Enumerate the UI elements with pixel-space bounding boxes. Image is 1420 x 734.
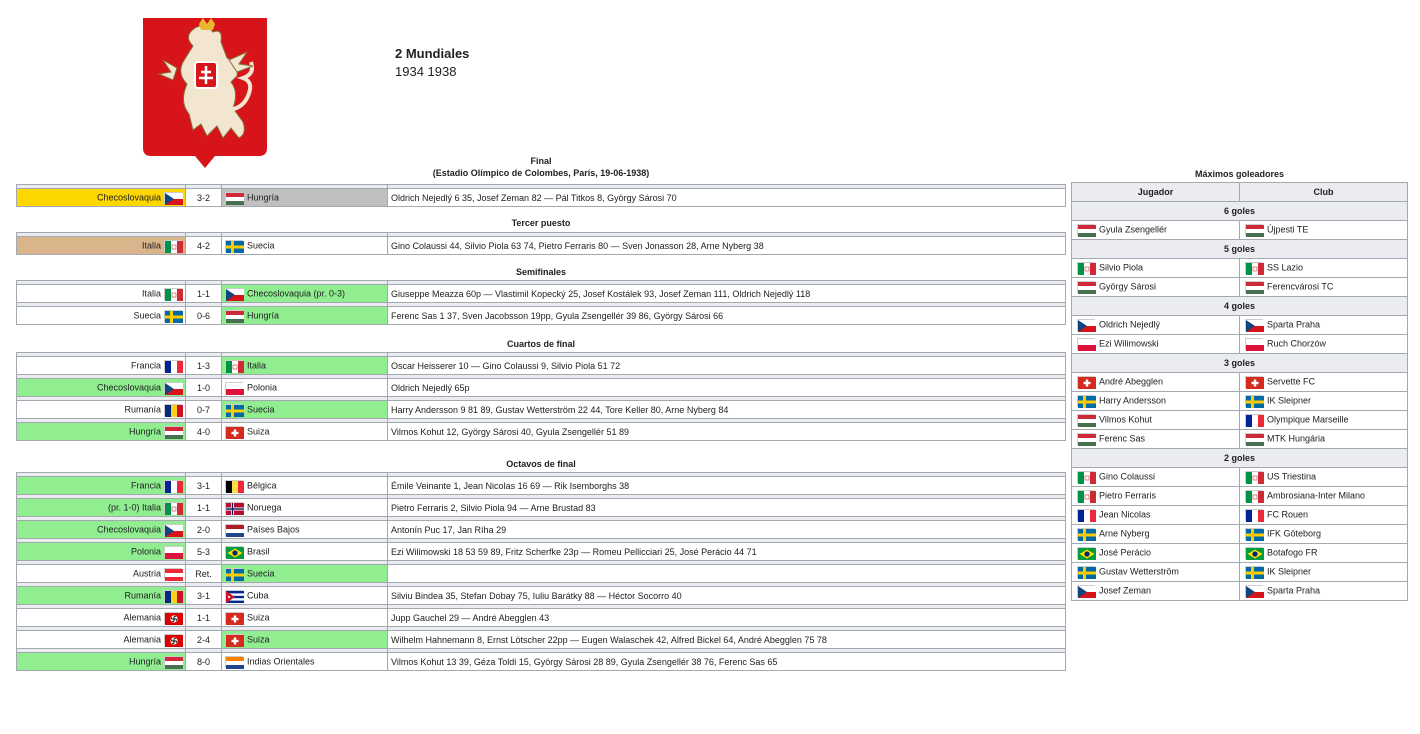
scorer-club-cell (1240, 259, 1408, 278)
match-row (17, 565, 1066, 583)
scorer-club-cell (1240, 544, 1408, 563)
scorer-row (1072, 335, 1408, 354)
scorer-club-cell (1240, 468, 1408, 487)
match-row (17, 477, 1066, 495)
goal-scorers: Émile Veinante 1, Jean Nicolas 16 69 — Rik Isemborghs 38 (388, 477, 1066, 495)
scorers-col-club: Club (1240, 183, 1408, 202)
matches-table (16, 472, 1066, 671)
away-team-cell (222, 237, 388, 255)
match-row (17, 423, 1066, 441)
home-team-cell (17, 307, 186, 325)
scorer-club-cell (1240, 487, 1408, 506)
switzerland-flag-icon (225, 612, 243, 624)
away-team-cell (222, 565, 388, 583)
match-result: Ret. (186, 565, 222, 583)
match-row (17, 189, 1066, 207)
italy-flag-icon (164, 502, 182, 514)
home-team: Hungría (128, 655, 161, 666)
away-team: Indias Orientales (247, 655, 315, 666)
top-scorers-title: Máximos goleadores (1194, 169, 1285, 179)
hungary-flag-icon (225, 310, 243, 322)
scorer-club: Botafogo FR (1267, 547, 1318, 558)
scorer-club-cell (1240, 506, 1408, 525)
scorer-player-cell (1072, 563, 1240, 582)
away-team: Suecia (247, 403, 275, 414)
home-team: Francia (130, 479, 161, 490)
match-result: 4-0 (186, 423, 222, 441)
match-row (17, 499, 1066, 517)
scorer-player-cell (1072, 259, 1240, 278)
dutch-east-indies-flag-icon (225, 656, 243, 668)
scorer-name: André Abegglen (1099, 376, 1164, 387)
scorer-club: Sparta Praha (1267, 585, 1321, 596)
scorer-club-cell (1240, 335, 1408, 354)
goal-scorers: Jupp Gauchel 29 — André Abegglen 43 (388, 609, 1066, 627)
hungary-flag-icon (1077, 433, 1095, 445)
hungary-flag-icon (164, 656, 182, 668)
goal-scorers: Wilhelm Hahnemann 8, Ernst Lötscher 22pp — Eugen Walaschek 42, Alfred Bickel 64, André Abegglen 75 78 (388, 631, 1066, 649)
scorer-name: Josef Zeman (1099, 585, 1152, 596)
scorer-row (1072, 487, 1408, 506)
scorer-club: SS Lazio (1267, 262, 1304, 273)
section-title (16, 459, 1066, 469)
scorer-club: IK Sleipner (1267, 395, 1312, 406)
italy-flag-icon (164, 288, 182, 300)
scorer-row (1072, 506, 1408, 525)
poland-flag-icon (225, 382, 243, 394)
scorer-row (1072, 411, 1408, 430)
goal-scorers: Silviu Bindea 35, Stefan Dobay 75, Iuliu Barátky 88 — Héctor Socorro 40 (388, 587, 1066, 605)
match-result: 0-6 (186, 307, 222, 325)
sweden-flag-icon (1245, 395, 1263, 407)
belgium-flag-icon (225, 480, 243, 492)
matches-table (16, 232, 1066, 255)
matches-table (16, 184, 1066, 207)
norway-flag-icon (225, 502, 243, 514)
poland-flag-icon (164, 546, 182, 558)
goal-scorers: Antonín Puc 17, Jan Ríha 29 (388, 521, 1066, 539)
scorer-row (1072, 278, 1408, 297)
switzerland-flag-icon (225, 426, 243, 438)
away-team-cell (222, 307, 388, 325)
away-team-cell (222, 423, 388, 441)
czechoslovakia-flag-icon (1077, 585, 1095, 597)
away-team-cell (222, 379, 388, 397)
scorer-row (1072, 430, 1408, 449)
scorer-club: MTK Hungária (1267, 433, 1326, 444)
home-team: Rumanía (124, 403, 161, 414)
hungary-flag-icon (225, 192, 243, 204)
match-row (17, 609, 1066, 627)
match-result: 1-1 (186, 285, 222, 303)
scorer-row (1072, 392, 1408, 411)
section-title (16, 218, 1066, 228)
goals-group-row (1072, 354, 1408, 373)
goal-scorers: Vilmos Kohut 13 39, Géza Toldi 15, György Sárosi 28 89, Gyula Zsengellér 38 76, Ferenc Sas 65 (388, 653, 1066, 671)
scorer-player-cell (1072, 221, 1240, 240)
top-scorers-table (1071, 182, 1408, 601)
match-result: 8-0 (186, 653, 222, 671)
italy-flag-icon (1245, 471, 1263, 483)
switzerland-flag-icon (1077, 376, 1095, 388)
home-team: Alemania (123, 633, 161, 644)
match-result: 1-3 (186, 357, 222, 375)
czechoslovakia-flag-icon (1245, 319, 1263, 331)
away-team: Checoslovaquia (pr. 0-3) (247, 287, 346, 298)
home-team-cell (17, 565, 186, 583)
home-team: Rumanía (124, 589, 161, 600)
scorer-club: Újpesti TE (1267, 224, 1309, 235)
scorer-name: Oldrich Nejedlý (1099, 319, 1161, 330)
scorer-club: Olympique Marseille (1267, 414, 1349, 425)
match-row (17, 521, 1066, 539)
home-team-cell (17, 499, 186, 517)
home-team: Polonia (130, 545, 161, 556)
brazil-flag-icon (1245, 547, 1263, 559)
netherlands-flag-icon (225, 524, 243, 536)
away-team-cell (222, 499, 388, 517)
section-heading: Cuartos de final (506, 339, 575, 349)
scorer-name: Ferenc Sas (1099, 433, 1146, 444)
match-result: 5-3 (186, 543, 222, 561)
germany-flag-icon (164, 634, 182, 646)
cuba-flag-icon (225, 590, 243, 602)
home-team: Checoslovaquia (96, 523, 161, 534)
home-team: Checoslovaquia (96, 381, 161, 392)
away-team-cell (222, 543, 388, 561)
scorer-club: Ambrosiana-Inter Milano (1267, 490, 1366, 501)
scorer-name: Gino Colaussi (1099, 471, 1156, 482)
home-team: (pr. 1-0) Italia (107, 501, 161, 512)
hungary-flag-icon (1077, 281, 1095, 293)
scorer-club-cell (1240, 221, 1408, 240)
italy-flag-icon (1245, 262, 1263, 274)
goal-scorers (388, 565, 1066, 583)
scorer-player-cell (1072, 335, 1240, 354)
goal-scorers: Ezi Wilimowski 18 53 59 89, Fritz Scherfke 23p — Romeu Pellicciari 25, José Perácio 44 71 (388, 543, 1066, 561)
match-result: 3-1 (186, 587, 222, 605)
scorer-name: Silvio Piola (1099, 262, 1144, 273)
scorer-player-cell (1072, 544, 1240, 563)
scorer-club: Ruch Chorzów (1267, 338, 1327, 349)
romania-flag-icon (164, 590, 182, 602)
scorer-club-cell (1240, 563, 1408, 582)
scorer-name: Ezi Wilimowski (1099, 338, 1159, 349)
scorer-name: Jean Nicolas (1099, 509, 1151, 520)
home-team-cell (17, 423, 186, 441)
match-result: 1-1 (186, 609, 222, 627)
goal-scorers: Oldrich Nejedlý 6 35, Josef Zeman 82 — Pál Titkos 8, György Sárosi 70 (388, 189, 1066, 207)
away-team: Hungría (247, 191, 280, 202)
sweden-flag-icon (225, 568, 243, 580)
france-flag-icon (1245, 414, 1263, 426)
hungary-flag-icon (1245, 224, 1263, 236)
match-result: 3-1 (186, 477, 222, 495)
match-result: 2-0 (186, 521, 222, 539)
goal-scorers: Harry Andersson 9 81 89, Gustav Wetterström 22 44, Tore Keller 80, Arne Nyberg 84 (388, 401, 1066, 419)
away-team: Bélgica (247, 479, 277, 490)
goal-scorers: Gino Colaussi 44, Silvio Piola 63 74, Pietro Ferraris 80 — Sven Jonasson 28, Arne Nyberg 38 (388, 237, 1066, 255)
match-row (17, 285, 1066, 303)
world-cups-count: 2 Mundiales (395, 46, 470, 61)
scorer-club-cell (1240, 373, 1408, 392)
switzerland-flag-icon (1245, 376, 1263, 388)
scorer-club: US Triestina (1267, 471, 1317, 482)
home-team-cell (17, 237, 186, 255)
matches-table (16, 280, 1066, 325)
scorer-name: Gustav Wetterström (1099, 566, 1179, 577)
away-team-cell (222, 477, 388, 495)
hungary-flag-icon (1077, 414, 1095, 426)
section-heading: Octavos de final (506, 459, 576, 469)
sweden-flag-icon (225, 240, 243, 252)
away-team: Italia (247, 359, 267, 370)
home-team-cell (17, 379, 186, 397)
scorer-row (1072, 221, 1408, 240)
sweden-flag-icon (1077, 528, 1095, 540)
match-row (17, 653, 1066, 671)
away-team-cell (222, 587, 388, 605)
away-team: Brasil (247, 545, 270, 556)
goals-group-row (1072, 202, 1408, 221)
sweden-flag-icon (1245, 528, 1263, 540)
france-flag-icon (164, 360, 182, 372)
scorer-player-cell (1072, 411, 1240, 430)
away-team-cell (222, 653, 388, 671)
sweden-flag-icon (1245, 566, 1263, 578)
match-row (17, 379, 1066, 397)
home-team: Checoslovaquia (96, 191, 161, 202)
away-team: Países Bajos (247, 523, 300, 534)
home-team-cell (17, 477, 186, 495)
scorer-row (1072, 582, 1408, 601)
match-result: 3-2 (186, 189, 222, 207)
france-flag-icon (1245, 509, 1263, 521)
home-team: Francia (130, 359, 161, 370)
home-team-cell (17, 357, 186, 375)
match-row (17, 587, 1066, 605)
goal-scorers: Pietro Ferraris 2, Silvio Piola 94 — Arne Brustad 83 (388, 499, 1066, 517)
italy-flag-icon (1077, 471, 1095, 483)
scorer-player-cell (1072, 316, 1240, 335)
match-row (17, 543, 1066, 561)
goal-scorers: Giuseppe Meazza 60p — Vlastimil Kopecký 25, Josef Kostálek 93, Josef Zeman 111, Oldrich Nejedlý 118 (388, 285, 1066, 303)
scorer-player-cell (1072, 373, 1240, 392)
goals-group-row (1072, 449, 1408, 468)
austria-flag-icon (164, 568, 182, 580)
scorer-club-cell (1240, 411, 1408, 430)
hungary-flag-icon (1245, 281, 1263, 293)
goals-group-label: 3 goles (1072, 354, 1408, 373)
italy-flag-icon (164, 240, 182, 252)
czechoslovakia-flag-icon (164, 382, 182, 394)
czechoslovakia-flag-icon (164, 192, 182, 204)
away-team: Suiza (247, 425, 270, 436)
czechoslovakia-flag-icon (164, 524, 182, 536)
world-cups-years: 1934 1938 (395, 64, 457, 79)
scorer-club: IK Sleipner (1267, 566, 1312, 577)
scorer-name: Arne Nyberg (1099, 528, 1150, 539)
switzerland-flag-icon (225, 634, 243, 646)
away-team-cell (222, 631, 388, 649)
goals-group-label: 5 goles (1072, 240, 1408, 259)
goals-group-label: 4 goles (1072, 297, 1408, 316)
scorer-club-cell (1240, 392, 1408, 411)
match-row (17, 357, 1066, 375)
away-team-cell (222, 521, 388, 539)
home-team-cell (17, 189, 186, 207)
match-result: 2-4 (186, 631, 222, 649)
poland-flag-icon (1245, 338, 1263, 350)
away-team: Suiza (247, 611, 270, 622)
home-team: Suecia (133, 309, 161, 320)
germany-flag-icon (164, 612, 182, 624)
scorer-player-cell (1072, 506, 1240, 525)
hungary-flag-icon (1077, 224, 1095, 236)
goal-scorers: Oscar Heisserer 10 — Gino Colaussi 9, Silvio Piola 51 72 (388, 357, 1066, 375)
scorer-row (1072, 468, 1408, 487)
france-flag-icon (164, 480, 182, 492)
home-team-cell (17, 401, 186, 419)
away-team: Polonia (247, 381, 278, 392)
away-team: Suiza (247, 633, 270, 644)
scorer-club: FC Rouen (1267, 509, 1309, 520)
away-team-cell (222, 285, 388, 303)
scorer-row (1072, 373, 1408, 392)
section-heading: Semifinales (515, 267, 567, 277)
italy-flag-icon (225, 360, 243, 372)
czechoslovakia-flag-icon (1077, 319, 1095, 331)
scorer-player-cell (1072, 430, 1240, 449)
scorer-name: Harry Andersson (1099, 395, 1167, 406)
away-team: Cuba (247, 589, 269, 600)
away-team: Suecia (247, 567, 275, 578)
brazil-flag-icon (1077, 547, 1095, 559)
away-team: Hungría (247, 309, 280, 320)
match-row (17, 237, 1066, 255)
scorer-club-cell (1240, 278, 1408, 297)
scorer-player-cell (1072, 278, 1240, 297)
home-team: Italia (141, 239, 161, 250)
scorer-club: IFK Göteborg (1267, 528, 1322, 539)
goals-group-label: 2 goles (1072, 449, 1408, 468)
scorer-club-cell (1240, 582, 1408, 601)
home-team-cell (17, 653, 186, 671)
match-result: 4-2 (186, 237, 222, 255)
home-team: Italia (141, 287, 161, 298)
scorer-name: György Sárosi (1099, 281, 1157, 292)
scorer-row (1072, 563, 1408, 582)
home-team-cell (17, 631, 186, 649)
home-team-cell (17, 543, 186, 561)
sweden-flag-icon (164, 310, 182, 322)
away-team-cell (222, 609, 388, 627)
scorer-row (1072, 316, 1408, 335)
scorer-club: Ferencvárosi TC (1267, 281, 1334, 292)
home-team: Austria (132, 567, 161, 578)
italy-flag-icon (1077, 490, 1095, 502)
home-team-cell (17, 521, 186, 539)
scorers-col-player: Jugador (1072, 183, 1240, 202)
goal-scorers: Oldrich Nejedlý 65p (388, 379, 1066, 397)
scorer-club-cell (1240, 316, 1408, 335)
scorer-name: Gyula Zsengellér (1099, 224, 1168, 235)
sweden-flag-icon (1077, 566, 1095, 578)
czechoslovakia-flag-icon (1245, 585, 1263, 597)
match-row (17, 307, 1066, 325)
romania-flag-icon (164, 404, 182, 416)
match-result: 0-7 (186, 401, 222, 419)
match-row (17, 631, 1066, 649)
france-flag-icon (1077, 509, 1095, 521)
scorer-player-cell (1072, 392, 1240, 411)
brazil-flag-icon (225, 546, 243, 558)
sweden-flag-icon (225, 404, 243, 416)
away-team: Noruega (247, 501, 282, 512)
scorer-club-cell (1240, 430, 1408, 449)
match-result: 1-0 (186, 379, 222, 397)
away-team-cell (222, 189, 388, 207)
scorer-club: Servette FC (1267, 376, 1316, 387)
goals-group-label: 6 goles (1072, 202, 1408, 221)
goal-scorers: Vilmos Kohut 12, György Sárosi 40, Gyula Zsengellér 51 89 (388, 423, 1066, 441)
away-team-cell (222, 357, 388, 375)
hungary-flag-icon (1245, 433, 1263, 445)
section-heading: Final (530, 156, 552, 166)
section-title (16, 267, 1066, 277)
poland-flag-icon (1077, 338, 1095, 350)
match-row (17, 401, 1066, 419)
hungary-flag-icon (164, 426, 182, 438)
coat-of-arms-image (143, 18, 267, 168)
away-team-cell (222, 401, 388, 419)
scorer-name: Vilmos Kohut (1099, 414, 1152, 425)
scorer-player-cell (1072, 468, 1240, 487)
home-team: Alemania (123, 611, 161, 622)
match-result: 1-1 (186, 499, 222, 517)
home-team-cell (17, 587, 186, 605)
scorer-row (1072, 544, 1408, 563)
goals-group-row (1072, 240, 1408, 259)
section-subheading: (Estadio Olímpico de Colombes, París, 19-06-1938) (432, 168, 650, 178)
section-heading: Tercer puesto (511, 218, 571, 228)
home-team: Hungría (128, 425, 161, 436)
scorer-row (1072, 259, 1408, 278)
scorer-name: José Perácio (1099, 547, 1152, 558)
italy-flag-icon (1245, 490, 1263, 502)
scorer-row (1072, 525, 1408, 544)
goal-scorers: Ferenc Sas 1 37, Sven Jacobsson 19pp, Gyula Zsengellér 39 86, György Sárosi 66 (388, 307, 1066, 325)
italy-flag-icon (1077, 262, 1095, 274)
scorer-player-cell (1072, 487, 1240, 506)
scorer-player-cell (1072, 582, 1240, 601)
sweden-flag-icon (1077, 395, 1095, 407)
scorer-club-cell (1240, 525, 1408, 544)
scorer-player-cell (1072, 525, 1240, 544)
section-title (16, 156, 1066, 178)
czechoslovakia-flag-icon (225, 288, 243, 300)
goals-group-row (1072, 297, 1408, 316)
scorer-club: Sparta Praha (1267, 319, 1321, 330)
home-team-cell (17, 609, 186, 627)
matches-table (16, 352, 1066, 441)
home-team-cell (17, 285, 186, 303)
section-title (16, 339, 1066, 349)
away-team: Suecia (247, 239, 275, 250)
scorer-name: Pietro Ferraris (1099, 490, 1157, 501)
